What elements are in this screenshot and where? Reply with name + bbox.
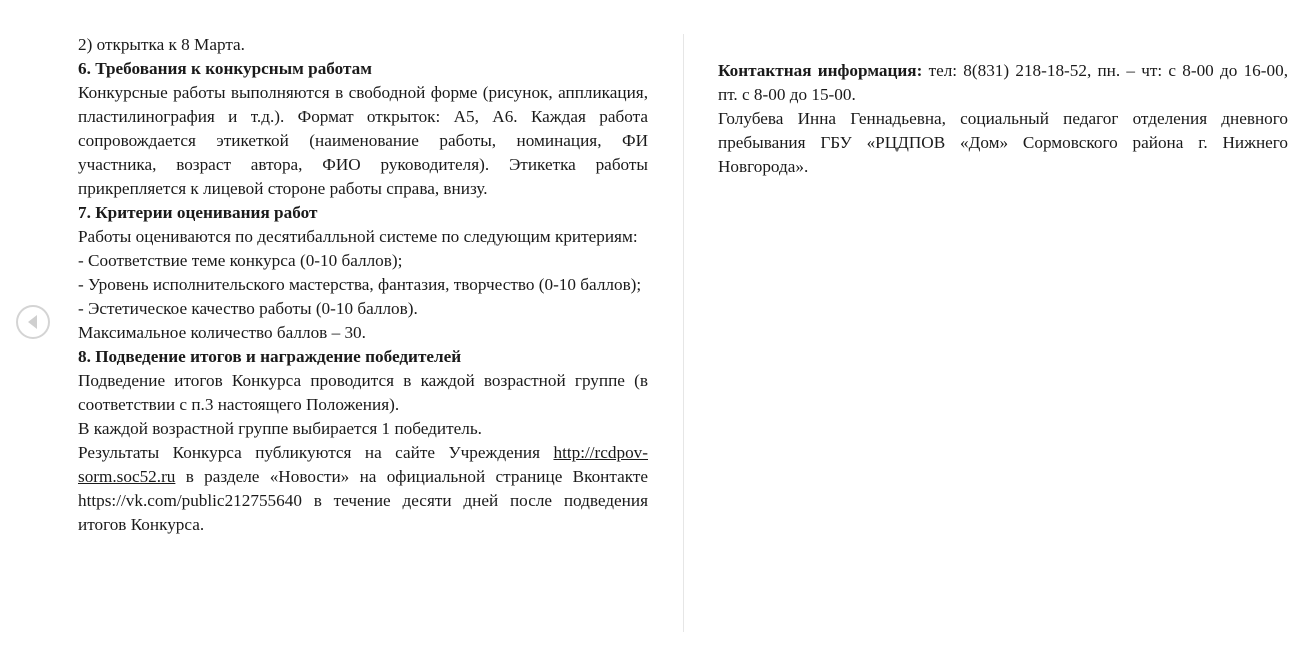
list-item: 2) открытка к 8 Марта. — [78, 35, 245, 54]
contact-person: Голубева Инна Геннадьевна, социальный педагог отделения дневного пребывания ГБУ «РЦДПОВ «Дом» Сормовского района г. Нижнего Новгорода». — [718, 109, 1288, 176]
page-divider — [683, 34, 684, 632]
section-6-heading: 6. Требования к конкурсным работам — [78, 59, 372, 78]
max-score: Максимальное количество баллов – 30. — [78, 323, 366, 342]
results-text: Результаты Конкурса публикуются на сайте Учреждения — [78, 443, 554, 462]
section-7-heading: 7. Критерии оценивания работ — [78, 203, 318, 222]
criterion-1: - Соответствие теме конкурса (0-10 баллов); — [78, 251, 403, 270]
section-6-body: Конкурсные работы выполняются в свободной форме (рисунок, аппликация, пластилинография и т.д.). Формат открыток: А5, А6. Каждая работа сопровождается этикеткой (наименование работы, номинация, ФИ участника, возраст автора, ФИО руководителя). Этикетка работы прикрепляется к лицевой стороне работы справа, внизу. — [78, 83, 648, 198]
criterion-3: - Эстетическое качество работы (0-10 баллов). — [78, 299, 418, 318]
section-8-heading: 8. Подведение итогов и награждение победителей — [78, 347, 462, 366]
section-8-para-3 — [78, 441, 648, 537]
previous-page-button[interactable] — [16, 305, 50, 339]
left-page — [78, 33, 648, 537]
results-text-continued: в разделе «Новости» на официальной странице Вконтакте https://vk.com/public212755640 в течение десяти дней после подведения итогов Конкурса. — [78, 467, 648, 534]
section-8-para-1: Подведение итогов Конкурса проводится в каждой возрастной группе (в соответствии с п.3 настоящего Положения). — [78, 371, 648, 414]
chevron-left-icon — [18, 307, 48, 337]
site-link[interactable]: http://rcdpov-sorm.soc52.ru — [78, 443, 648, 486]
right-page — [718, 59, 1288, 179]
contact-info — [718, 59, 1288, 107]
criterion-2: - Уровень исполнительского мастерства, фантазия, творчество (0-10 баллов); — [78, 275, 642, 294]
contact-text: тел: 8(831) 218-18-52, пн. – чт: с 8-00 до 16-00, пт. с 8-00 до 15-00. — [718, 61, 1288, 104]
section-7-intro: Работы оцениваются по десятибалльной системе по следующим критериям: — [78, 227, 638, 246]
section-8-para-2: В каждой возрастной группе выбирается 1 победитель. — [78, 419, 482, 438]
contact-label: Контактная информация: — [718, 61, 923, 80]
